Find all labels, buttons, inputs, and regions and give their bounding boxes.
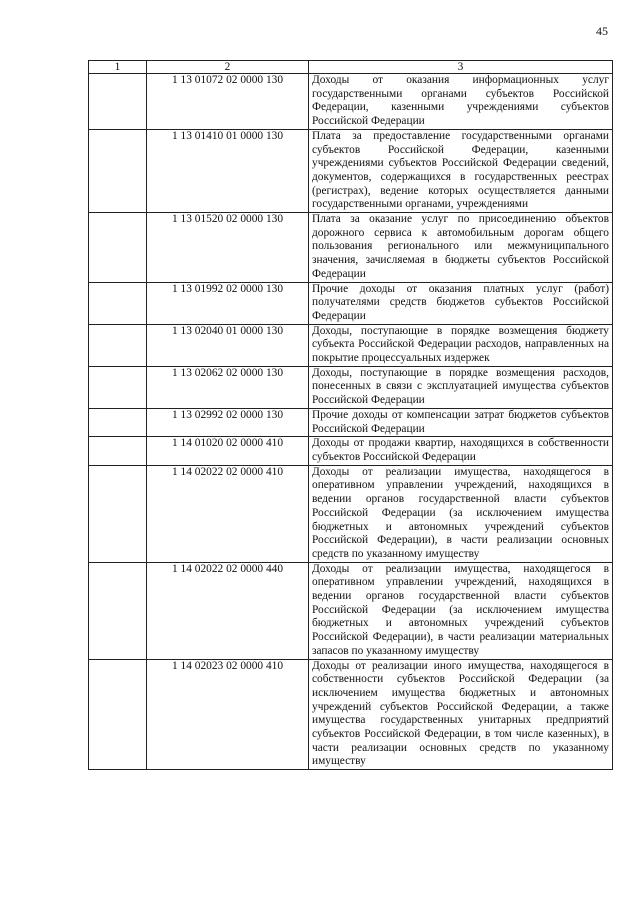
revenue-description-cell: Доходы, поступающие в порядке возмещения бюджету субъекта Российской Федерации расходов, направленных на покрытие процессуальных издержек [309, 324, 613, 366]
row-number-cell [89, 324, 147, 366]
page-number: 45 [596, 24, 608, 38]
row-number-cell [89, 129, 147, 212]
row-number-cell [89, 562, 147, 659]
revenue-code-cell: 1 13 02062 02 0000 130 [147, 366, 309, 408]
row-number-cell [89, 465, 147, 562]
revenue-description-cell: Доходы от оказания информационных услуг государственными органами субъектов Российской Федерации, казенными учреждениями субъектов Российской Федерации [309, 74, 613, 130]
row-number-cell [89, 74, 147, 130]
table-row [89, 324, 613, 366]
revenue-description-cell: Доходы от реализации имущества, находящегося в оперативном управлении учреждений, находящихся в ведении органов государственной власти субъектов Российской Федерации (за исключением имущества бюджетных и автономных учреждений субъектов Российской Федерации), в части реализации основных средств по указанному имуществу [309, 465, 613, 562]
row-number-cell [89, 659, 147, 770]
revenue-code-cell: 1 13 02040 01 0000 130 [147, 324, 309, 366]
table-row [89, 408, 613, 436]
table-row [89, 74, 613, 130]
table-row [89, 366, 613, 408]
revenue-code-cell: 1 14 01020 02 0000 410 [147, 437, 309, 465]
revenue-description-cell: Доходы от продажи квартир, находящихся в собственности субъектов Российской Федерации [309, 437, 613, 465]
row-number-cell [89, 408, 147, 436]
revenue-code-cell: 1 14 02022 02 0000 410 [147, 465, 309, 562]
table-row [89, 437, 613, 465]
column-header-3: 3 [309, 61, 613, 74]
revenue-description-cell: Плата за предоставление государственными органами субъектов Российской Федерации, казенными учреждениями субъектов Российской Федерации сведений, документов, содержащихся в государственных реестрах (регистрах), ведение которых осуществляется данными государственными органами, учреждениями [309, 129, 613, 212]
row-number-cell [89, 437, 147, 465]
revenue-description-cell: Доходы от реализации иного имущества, находящегося в собственности субъектов Российской Федерации (за исключением имущества бюджетных и автономных учреждений субъектов Российской Федерации, а также имущества государственных унитарных предприятий субъектов Российской Федерации, в том числе казенных), в части реализации основных средств по указанному имуществу [309, 659, 613, 770]
row-number-cell [89, 213, 147, 283]
table-row [89, 213, 613, 283]
revenue-code-cell: 1 13 01072 02 0000 130 [147, 74, 309, 130]
row-number-cell [89, 282, 147, 324]
row-number-cell [89, 366, 147, 408]
revenue-code-cell: 1 13 02992 02 0000 130 [147, 408, 309, 436]
table-row [89, 562, 613, 659]
column-header-2: 2 [147, 61, 309, 74]
revenue-code-cell: 1 14 02023 02 0000 410 [147, 659, 309, 770]
revenue-description-cell: Прочие доходы от компенсации затрат бюджетов субъектов Российской Федерации [309, 408, 613, 436]
table-row [89, 282, 613, 324]
table-header-row [89, 61, 613, 74]
revenue-code-cell: 1 14 02022 02 0000 440 [147, 562, 309, 659]
revenue-description-cell: Доходы, поступающие в порядке возмещения расходов, понесенных в связи с эксплуатацией имущества субъектов Российской Федерации [309, 366, 613, 408]
revenue-description-cell: Плата за оказание услуг по присоединению объектов дорожного сервиса к автомобильным дорогам общего пользования регионального или межмуниципального значения, зачисляемая в бюджеты субъектов Российской Федерации [309, 213, 613, 283]
column-header-1: 1 [89, 61, 147, 74]
table-row [89, 465, 613, 562]
revenue-code-cell: 1 13 01410 01 0000 130 [147, 129, 309, 212]
revenue-description-cell: Доходы от реализации имущества, находящегося в оперативном управлении учреждений, находящихся в ведении органов государственной власти субъектов Российской Федерации (за исключением имущества бюджетных и автономных учреждений субъектов Российской Федерации), в части реализации материальных запасов по указанному имуществу [309, 562, 613, 659]
revenue-code-cell: 1 13 01520 02 0000 130 [147, 213, 309, 283]
revenue-description-cell: Прочие доходы от оказания платных услуг (работ) получателями средств бюджетов субъектов Российской Федерации [309, 282, 613, 324]
table-row [89, 659, 613, 770]
revenue-codes-table [88, 60, 613, 770]
table-row [89, 129, 613, 212]
revenue-code-cell: 1 13 01992 02 0000 130 [147, 282, 309, 324]
